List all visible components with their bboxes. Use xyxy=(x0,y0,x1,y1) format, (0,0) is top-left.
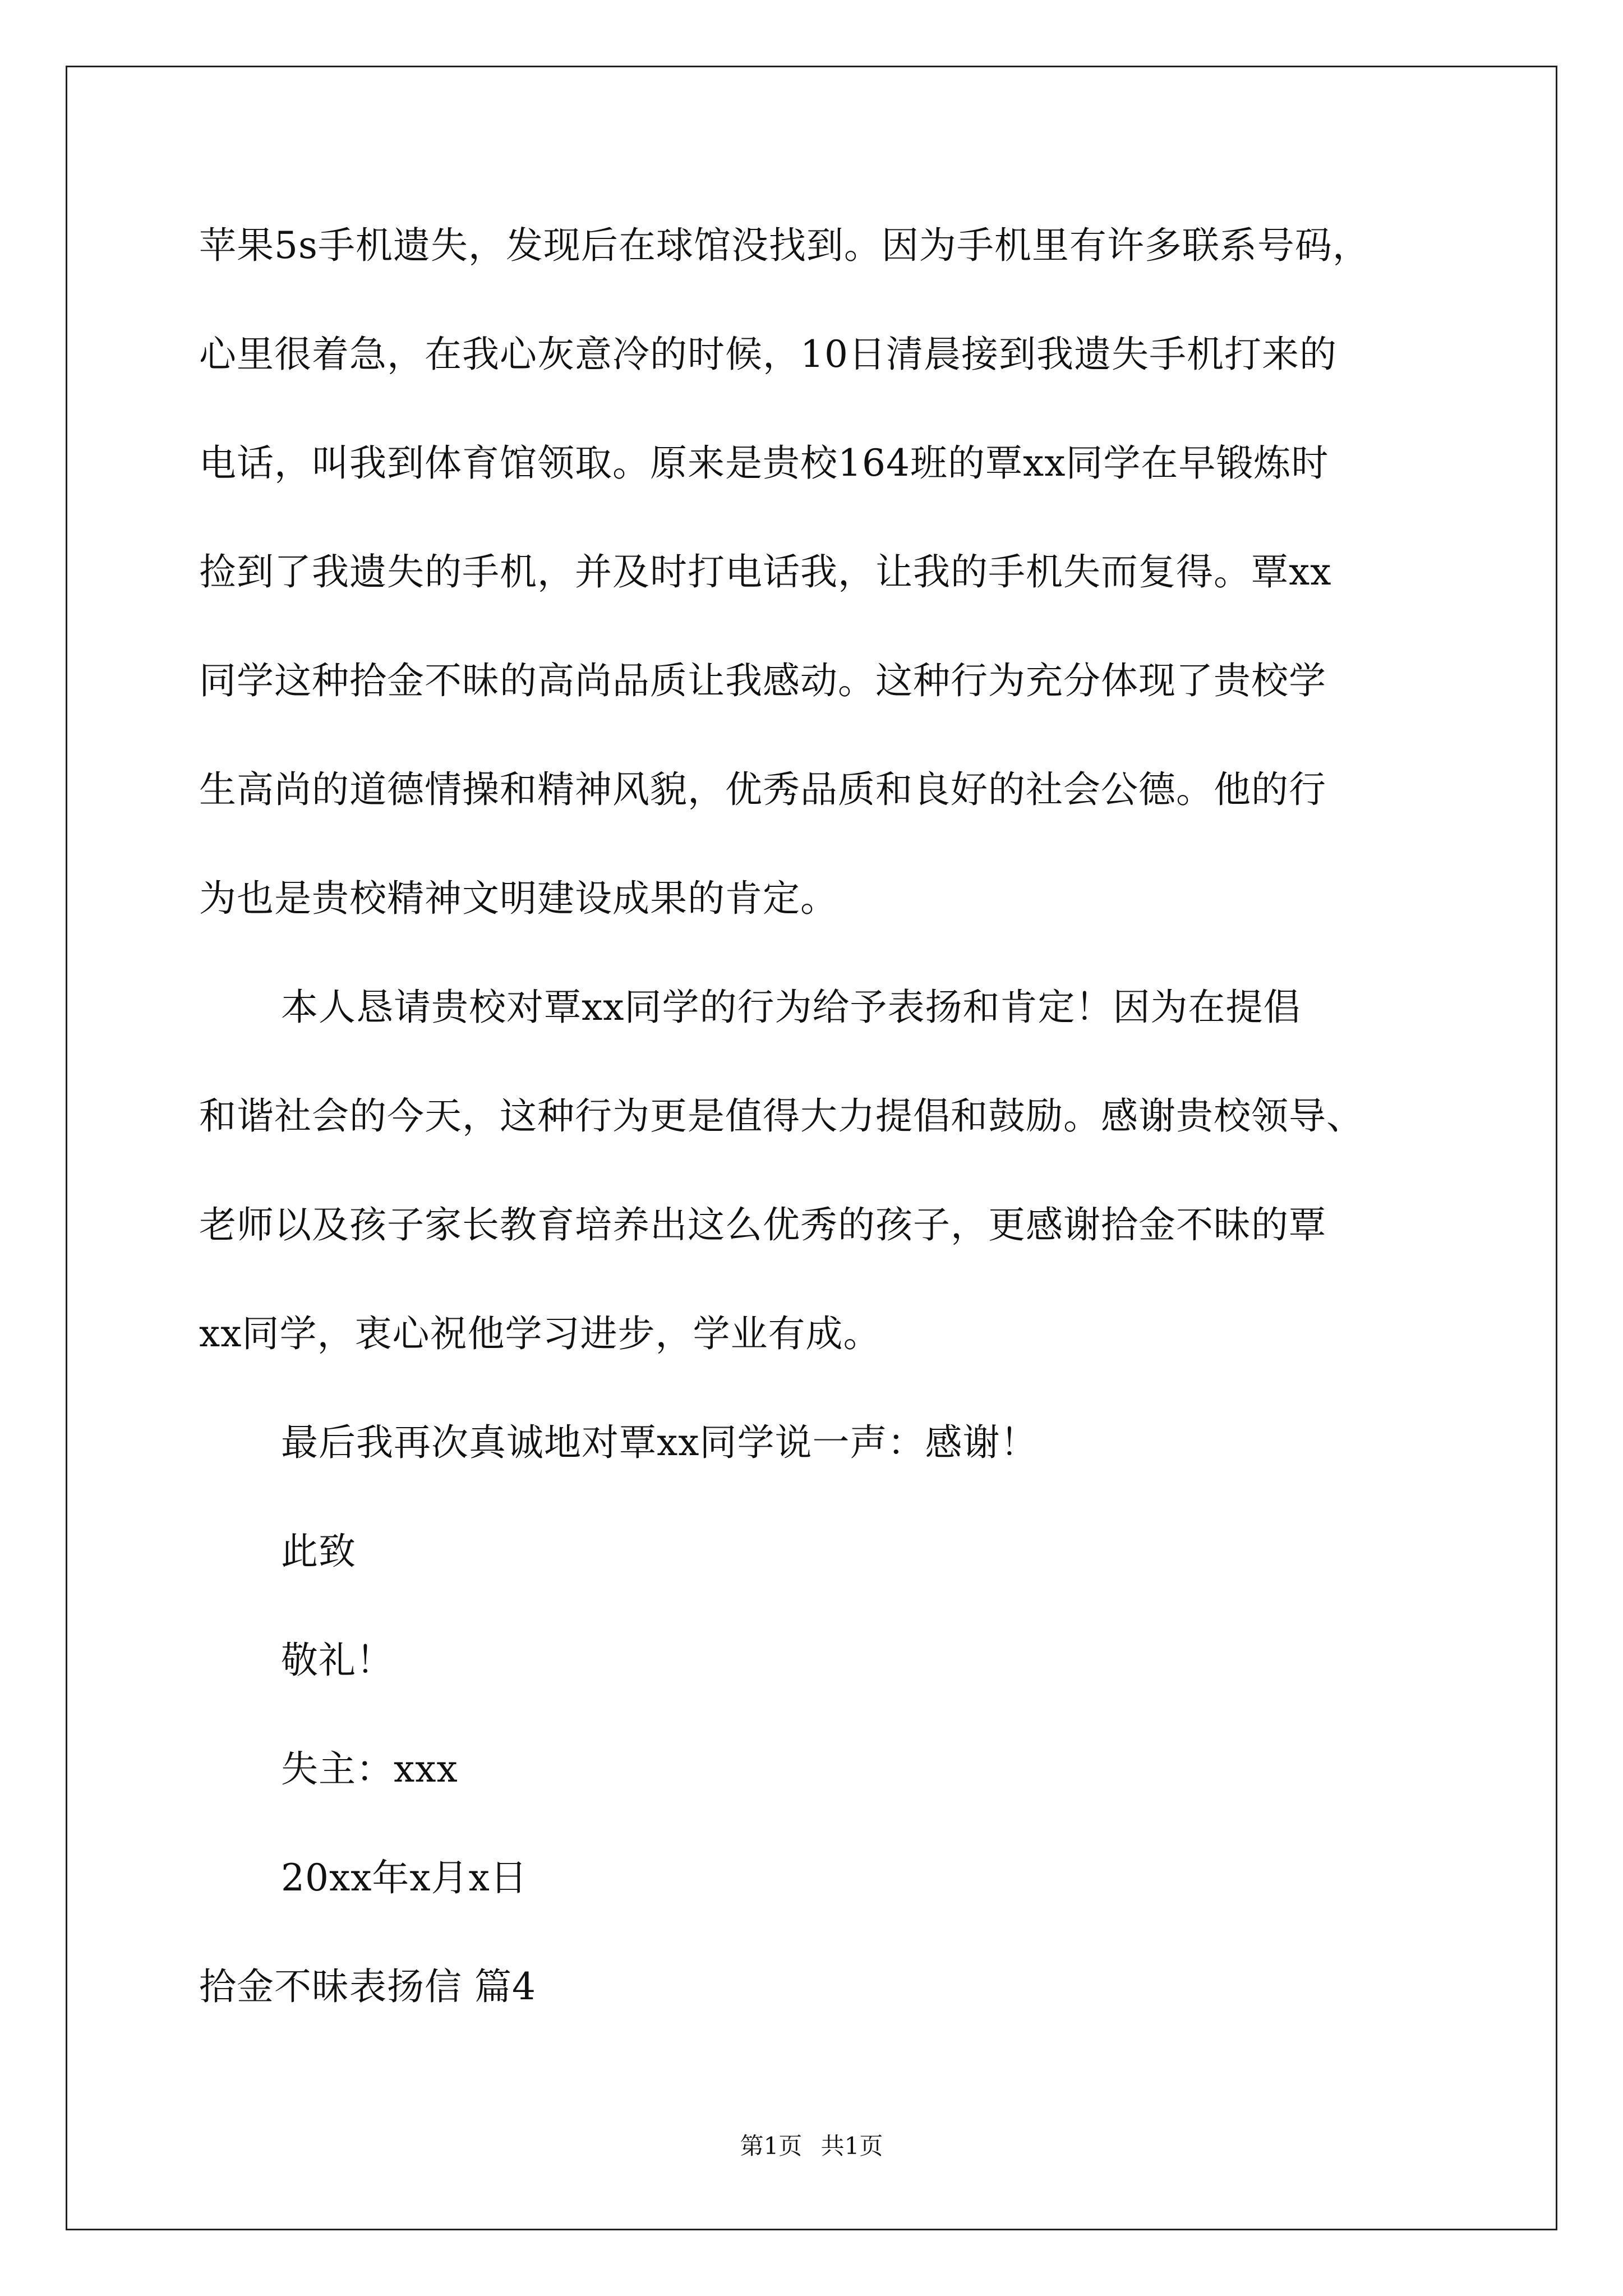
document-body xyxy=(199,212,1427,2062)
signature: 失主：xxx xyxy=(281,1747,458,1791)
text-line: 老师以及孩子家长教育培养出这么优秀的孩子，更感谢拾金不昧的覃 xyxy=(199,1203,1326,1246)
text-line: 和谐社会的今天，这种行为更是值得大力提倡和鼓励。感谢贵校领导、 xyxy=(199,1094,1364,1138)
page-footer xyxy=(0,2129,1623,2163)
text-line: xx同学，衷心祝他学习进步，学业有成。 xyxy=(199,1312,881,1355)
text-line: 苹果5s手机遗失，发现后在球馆没找到。因为手机里有许多联系号码， xyxy=(199,224,1370,267)
text-line: 生高尚的道德情操和精神风貌，优秀品质和良好的社会公德。他的行 xyxy=(199,768,1326,811)
closing-sentence: 最后我再次真诚地对覃xx同学说一声：感谢！ xyxy=(281,1421,1038,1464)
date: 20xx年x月x日 xyxy=(281,1856,528,1899)
text-line: 同学这种拾金不昧的高尚品质让我感动。这种行为充分体现了贵校学 xyxy=(199,659,1326,702)
text-line: 心里很着急，在我心灰意冷的时候，10日清晨接到我遗失手机打来的 xyxy=(199,333,1337,376)
text-line: 捡到了我遗失的手机，并及时打电话我，让我的手机失而复得。覃xx xyxy=(199,550,1332,593)
salutation-1: 此致 xyxy=(281,1530,356,1573)
page-total: 共1页 xyxy=(820,2132,883,2160)
section-heading: 拾金不昧表扬信 篇4 xyxy=(199,1965,536,2008)
text-line: 为也是贵校精神文明建设成果的肯定。 xyxy=(199,877,838,920)
salutation-2: 敬礼！ xyxy=(281,1639,394,1682)
text-line: 电话，叫我到体育馆领取。原来是贵校164班的覃xx同学在早锻炼时 xyxy=(199,441,1329,485)
page-number: 第1页 xyxy=(740,2132,803,2160)
text-line: 本人恳请贵校对覃xx同学的行为给予表扬和肯定！因为在提倡 xyxy=(281,986,1301,1029)
